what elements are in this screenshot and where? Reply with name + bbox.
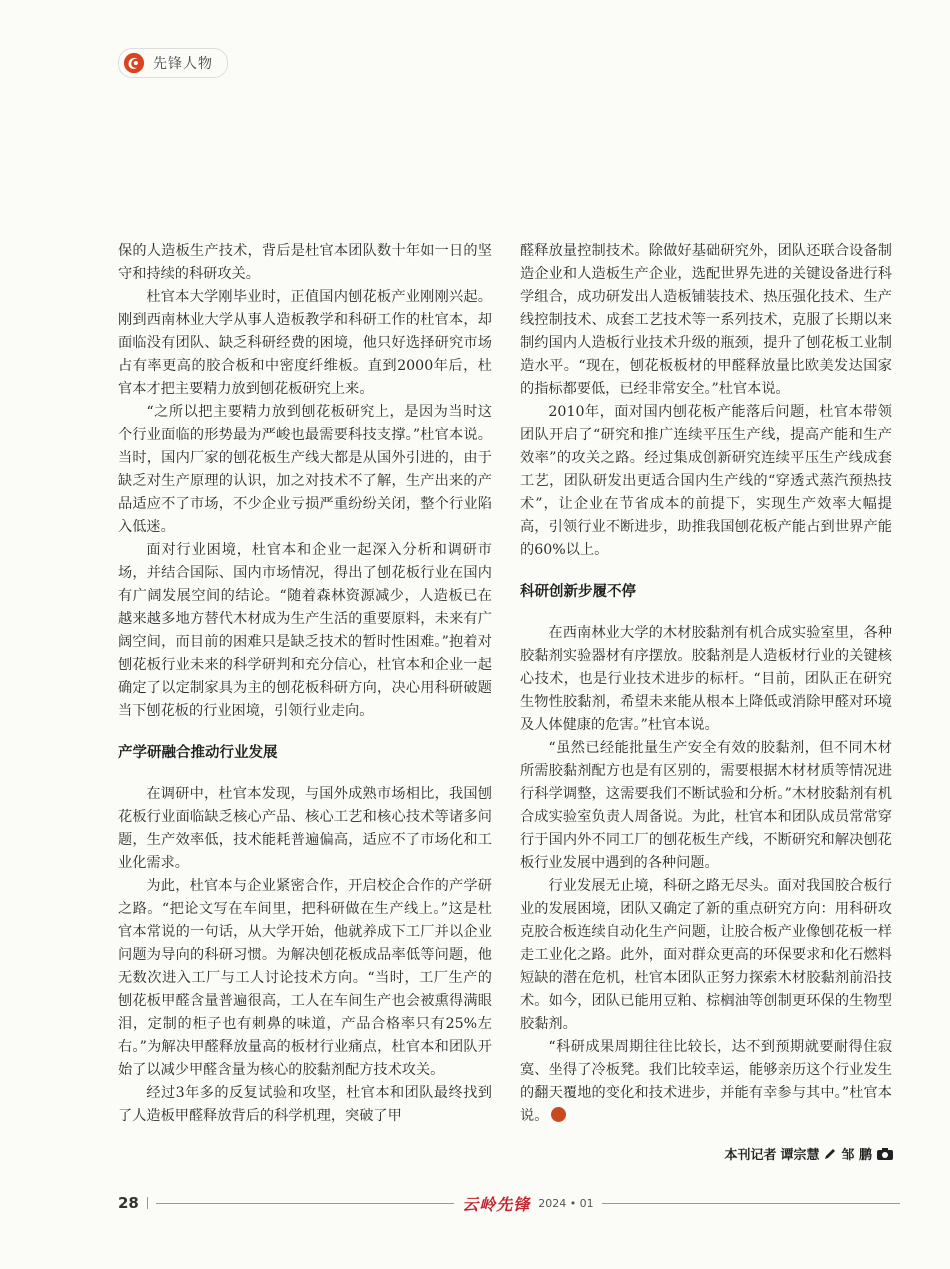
paragraph: 在西南林业大学的木材胶黏剂有机合成实验室里，各种胶黏剂实验器材有序摆放。胶黏剂是人造板材行业的关键核心技术，也是行业技术进步的标杆。“目前，团队正在研究生物性胶黏剂，希望未来能从根本上降低或消除甲醛对环境及人体健康的危害。”杜官本说。 (520, 625, 892, 733)
byline-prefix: 本刊记者 (724, 1148, 777, 1163)
byline-writer: 谭宗慧 (780, 1148, 820, 1163)
paragraph: 保的人造板生产技术，背后是杜官本团队数十年如一日的坚守和持续的科研攻关。 (118, 243, 492, 282)
section-heading: 科研创新步履不停 (520, 584, 636, 600)
footer-rule (602, 1203, 900, 1204)
byline (724, 1144, 894, 1163)
section-header (118, 48, 228, 78)
paragraph: 2010年，面对国内刨花板产能落后问题，杜官本带领团队开启了“研究和推广连续平压生产线，提高产能和生产效率”的攻关之路。经过集成创新研究连续平压生产线成套工艺，团队研发出更适合国内生产线的“穿透式蒸汽预热技术”，让企业在节省成本的前提下，实现生产效率大幅提高，引领行业不断进步，助推我国刨花板产能占到世界产能的60%以上。 (520, 404, 892, 558)
magazine-logo: 云岭先锋 (462, 1194, 531, 1214)
left-column (118, 240, 492, 1128)
footer-tick (147, 1197, 148, 1209)
right-column (520, 240, 892, 1128)
paragraph: “虽然已经能批量生产安全有效的胶黏剂，但不同木材所需胶黏剂配方也是有区别的，需要根据木材材质等情况进行科学调整，这需要我们不断试验和分析。”木材胶黏剂有机合成实验室负责人周备说。为此，杜官本和团队成员常常穿行于国内外不同工厂的刨花板生产线，不断研究和解决刨花板行业发展中遇到的各种问题。 (520, 740, 892, 871)
pen-icon (823, 1147, 837, 1161)
article-end-mark-icon (551, 1107, 566, 1122)
paragraph: “之所以把主要精力放到刨花板研究上，是因为当时这个行业面临的形势最为严峻也最需要科技支撑。”杜官本说。当时，国内厂家的刨花板生产线大都是从国外引进的，由于缺乏对生产原理的认识，加之对技术不了解，生产出来的产品适应不了市场，不少企业亏损严重纷纷关闭，整个行业陷入低迷。 (118, 404, 492, 535)
section-heading: 产学研融合推动行业发展 (118, 745, 278, 761)
paragraph: 杜官本大学刚毕业时，正值国内刨花板产业刚刚兴起。刚到西南林业大学从事人造板教学和科研工作的杜官本，却面临没有团队、缺乏科研经费的困境，他只好选择研究市场占有率更高的胶合板和中密度纤维板。直到2000年后，杜官本才把主要精力放到刨花板研究上来。 (118, 289, 492, 397)
page-footer (118, 1190, 900, 1216)
brand-swirl-icon (123, 52, 145, 74)
paragraph: 醛释放量控制技术。除做好基础研究外，团队还联合设备制造企业和人造板生产企业，选配世界先进的关键设备进行科学组合，成功研发出人造板铺装技术、热压强化技术、生产线控制技术、成套工艺技术等一系列技术，克服了长期以来制约国内人造板行业技术升级的瓶颈，提升了刨花板工业制造水平。“现在，刨花板板材的甲醛释放量比欧美发达国家的指标都要低，已经非常安全。”杜官本说。 (520, 243, 892, 397)
camera-icon (876, 1147, 894, 1161)
section-label: 先锋人物 (153, 56, 213, 72)
page-number: 28 (118, 1194, 139, 1212)
paragraph: 面对行业困境，杜官本和企业一起深入分析和调研市场，并结合国际、国内市场情况，得出了刨花板行业在国内有广阔发展空间的结论。“随着森林资源减少，人造板已在越来越多地方替代木材成为生产生活的重要原料，未来有广阔空间，而目前的困难只是缺乏技术的暂时性困难。”抱着对刨花板行业未来的科学研判和充分信心，杜官本和企业一起确定了以定制家具为主的刨花板科研方向，决心用科研破题当下刨花板的行业困境，引领行业走向。 (118, 542, 492, 719)
byline-photographer: 邹 鹏 (841, 1148, 872, 1163)
closing-paragraph-text: “科研成果周期往往比较长，达不到预期就要耐得住寂寞、坐得了冷板凳。我们比较幸运，能够亲历这个行业发生的翻天覆地的变化和技术进步，并能有幸参与其中。”杜官本说。 (520, 1039, 892, 1124)
paragraph: 经过3年多的反复试验和攻坚，杜官本和团队最终找到了人造板甲醛释放背后的科学机理，突破了甲 (118, 1085, 492, 1124)
footer-rule (156, 1203, 454, 1204)
paragraph: 在调研中，杜官本发现，与国外成熟市场相比，我国刨花板行业面临缺乏核心产品、核心工艺和核心技术等诸多问题，生产效率低，技术能耗普遍偏高，适应不了市场化和工业化需求。 (118, 786, 492, 871)
paragraph: 行业发展无止境，科研之路无尽头。面对我国胶合板行业的发展困境，团队又确定了新的重点研究方向：用科研攻克胶合板连续自动化生产问题，让胶合板产业像刨花板一样走工业化之路。此外，面对群众更高的环保要求和化石燃料短缺的潜在危机，杜官本团队正努力探索木材胶黏剂前沿技术。如今，团队已能用豆粕、棕榈油等创制更环保的生物型胶黏剂。 (520, 878, 892, 1032)
paragraph: 为此，杜官本与企业紧密合作，开启校企合作的产学研之路。“把论文写在车间里，把科研做在生产线上。”这是杜官本常说的一句话，从大学开始，他就养成下工厂并以企业问题为导向的科研习惯。为解决刨花板成品率低等问题，他无数次进入工厂与工人讨论技术方向。“当时，工厂生产的刨花板甲醛含量普遍很高，工人在车间生产也会被熏得满眼泪，定制的柜子也有刺鼻的味道，产品合格率只有25%左右。”为解决甲醛释放量高的板材行业痛点，杜官本和团队开始了以减少甲醛含量为核心的胶黏剂配方技术攻关。 (118, 878, 492, 1078)
issue-date: 2024 • 01 (538, 1196, 594, 1210)
paragraph (520, 1036, 892, 1128)
